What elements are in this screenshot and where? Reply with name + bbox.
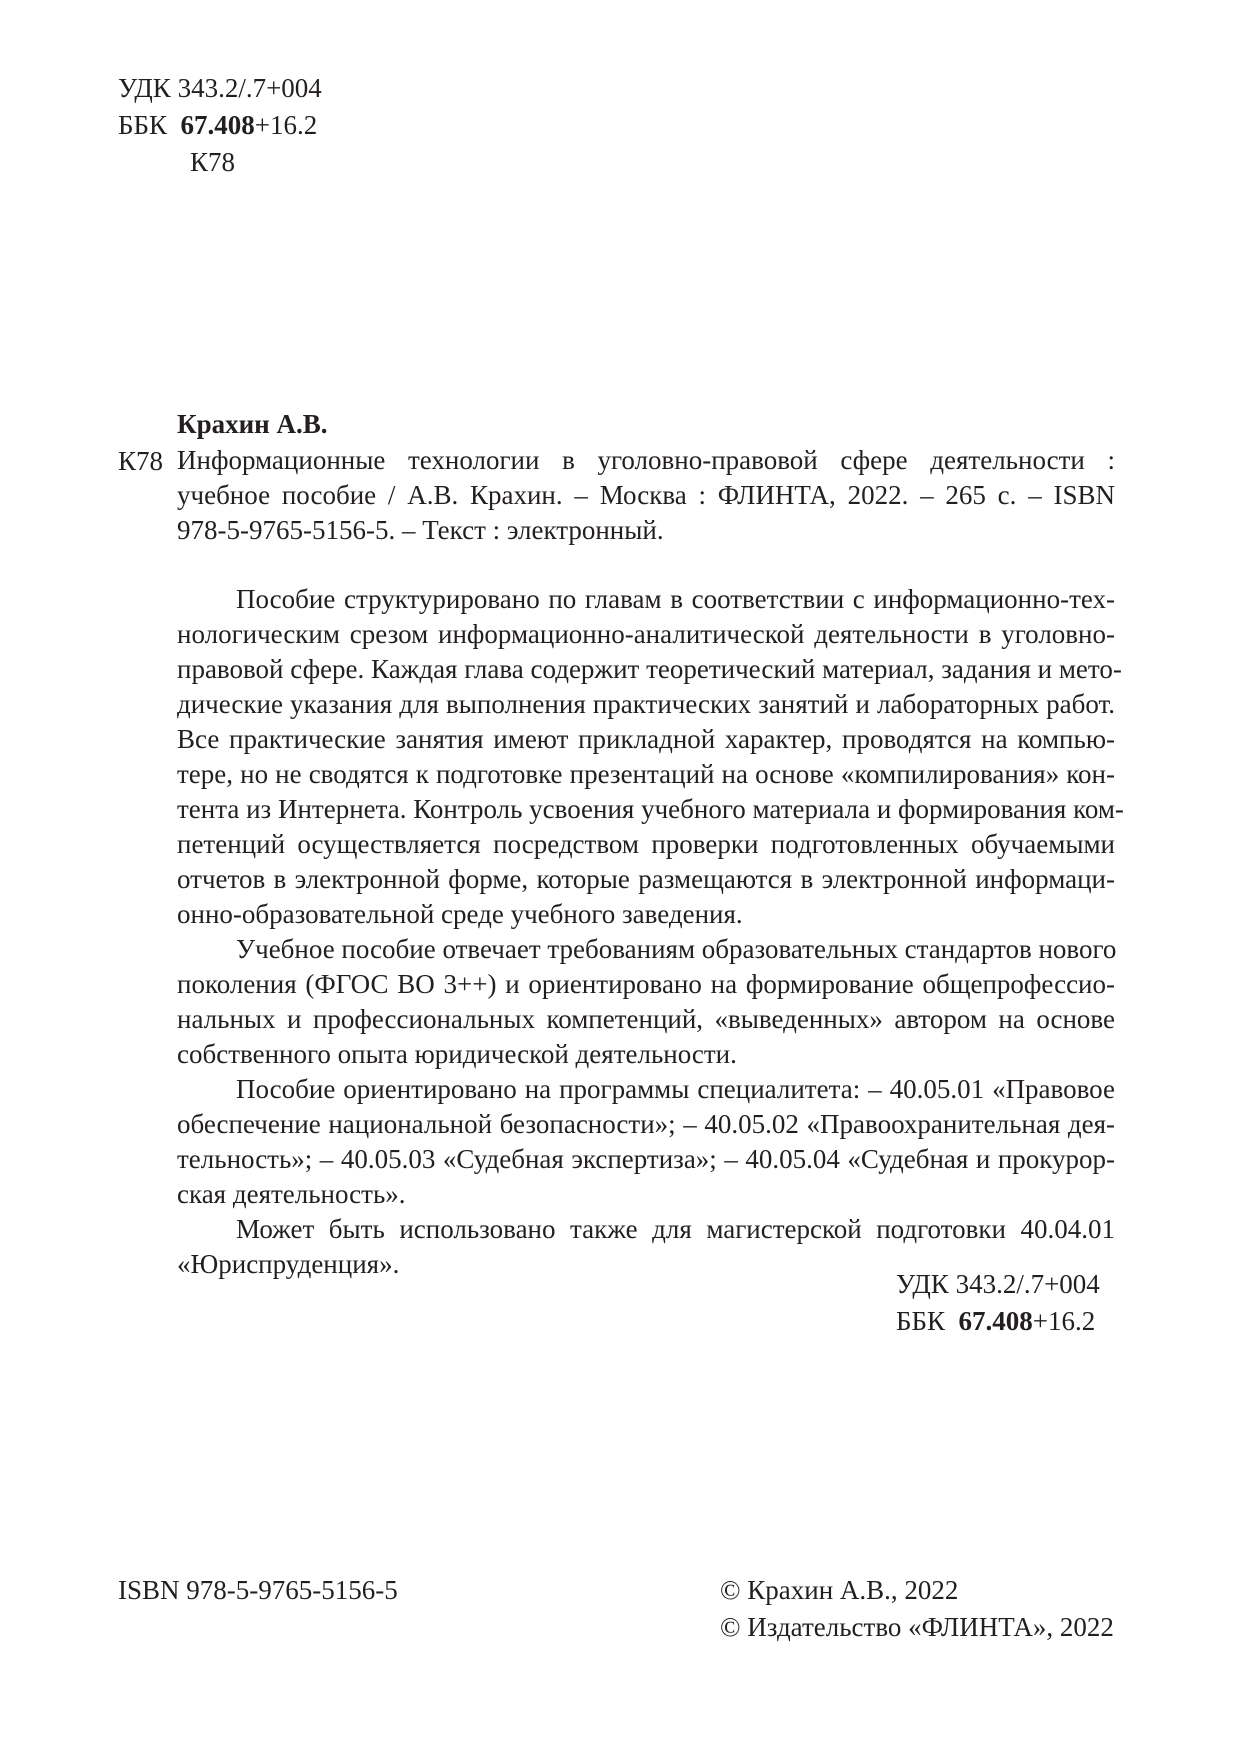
bbk-rest-value: +16.2 [1032,1306,1096,1336]
abstract [177,582,1124,1282]
bbk-bold-value: 67.408 [180,110,255,140]
bbk-code-bottom [896,1305,1095,1338]
text-line: Пособие структурировано по главам в соответствии с информационно-тех- [236,584,1115,614]
bibliography-code: К78 [118,446,164,476]
abstract-paragraph [177,932,1115,1072]
udk-label: УДК [118,73,171,103]
text-line: правовой сфере. Каждая глава содержит теоретический материал, задания и мето- [177,654,1122,684]
isbn: ISBN 978-5-9765-5156-5 [118,1575,398,1605]
text-line: Может быть использовано также для магистерской подготовки 40.04.01 [236,1214,1115,1244]
udk-code-bottom [896,1268,1100,1301]
udk-label: УДК [896,1269,949,1299]
text-line: нальных и профессиональных компетенций, «выведенных» автором на основе [177,1004,1115,1034]
text-line: тере, но не сводятся к подготовке презентаций на основе «компилирования» кон- [177,759,1115,789]
bbk-label: ББК [896,1306,946,1336]
bibliography-line: Информационные технологии в уголовно-правовой сфере деятельности : [177,445,1115,475]
text-line: петенций осуществляется посредством проверки подготовленных обучаемыми [177,829,1115,859]
text-line: тента из Интернета. Контроль усвоения учебного материала и формирования ком- [177,794,1124,824]
text-line: Пособие ориентировано на программы специалитета: – 40.05.01 «Правовое [236,1074,1115,1104]
udk-value: 343.2/.7+004 [955,1269,1100,1299]
udk-code-top [118,72,322,105]
text-line: отчетов в электронной форме, которые размещаются в электронной информаци- [177,864,1115,894]
text-line: обеспечение национальной безопасности»; – 40.05.02 «Правоохранительная дея- [177,1109,1115,1139]
bibliography-line: учебное пособие / А.В. Крахин. – Москва : ФЛИНТА, 2022. – 265 с. – ISBN [177,480,1115,510]
text-line: «Юриспруденция». [177,1249,400,1279]
bbk-rest-value: +16.2 [254,110,318,140]
text-line: Все практические занятия имеют прикладной характер, проводятся на компью- [177,724,1115,754]
text-line: онно-образовательной среде учебного заведения. [177,899,743,929]
bibliography-line: 978-5-9765-5156-5. – Текст : электронный. [177,515,664,545]
text-line: нологическим срезом информационно-аналитической деятельности в уголовно- [177,619,1115,649]
bbk-code-top [118,109,317,142]
text-line: Учебное пособие отвечает требованиям образовательных стандартов нового [236,934,1117,964]
author-mark: К78 [190,147,236,177]
copyright-publisher: © Издательство «ФЛИНТА», 2022 [720,1612,1114,1642]
bbk-bold-value: 67.408 [958,1306,1033,1336]
bibliography-author: Крахин А.В. [177,409,328,439]
udk-value: 343.2/.7+004 [177,73,322,103]
copyright-author: © Крахин А.В., 2022 [720,1575,959,1605]
abstract-paragraph [177,582,1124,932]
abstract-paragraph [177,1072,1115,1212]
text-line: дические указания для выполнения практических занятий и лабораторных работ. [177,689,1115,719]
bibliography-description [177,443,1115,548]
bbk-label: ББК [118,110,168,140]
text-line: ская деятельность». [177,1179,406,1209]
text-line: собственного опыта юридической деятельности. [177,1039,737,1069]
text-line: поколения (ФГОС ВО 3++) и ориентировано на формирование общепрофессио- [177,969,1115,999]
text-line: тельность»; – 40.05.03 «Судебная экспертиза»; – 40.05.04 «Судебная и прокурор- [177,1144,1115,1174]
